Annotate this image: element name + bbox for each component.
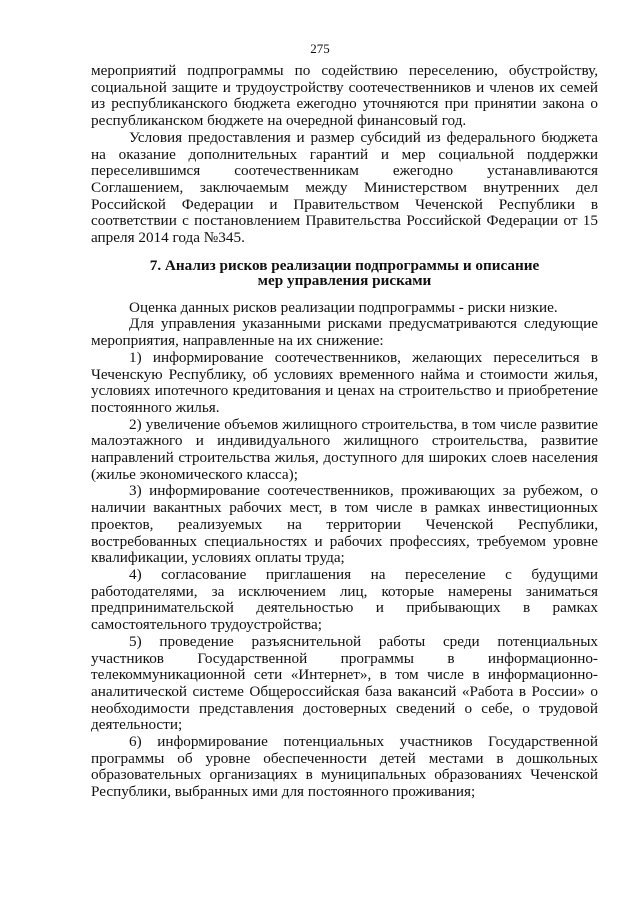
body-paragraph: мероприятий подпрограммы по содействию переселению, обустройству, социальной защите и трудоустройству соотечественников и членов их семей из республиканского бюджета ежегодно уточняются при принятии закона о республиканском бюджете на очередной финансовый год. [91, 62, 598, 130]
body-paragraph: 5) проведение разъяснительной работы среди потенциальных участников Государственной программы в информационно-телекоммуникационной сети «Интернет», в том числе в информационно-аналитической системе Общероссийская база вакансий «Работа в России» о необходимости представления достоверных сведений о себе, о трудовой деятельности; [91, 632, 598, 734]
body-paragraph: 3) информирование соотечественников, проживающих за рубежом, о наличии вакантных рабочих мест, в том числе в рамках инвестиционных проектов, реализуемых на территории Чеченской Республики, востребованных специальностях и рабочих профессиях, требуемом уровне квалификации, условиях оплаты труда; [91, 482, 598, 567]
body-paragraph: 6) информирование потенциальных участников Государственной программы об уровне обеспеченности детей местами в дошкольных образовательных организациях в муниципальных образованиях Чеченской Республики, выбранных ими для постоянного проживания; [91, 733, 598, 801]
section-heading-line-1: 7. Анализ рисков реализации подпрограммы и описание [149, 256, 540, 274]
section-heading-line-2: мер управления рисками [257, 272, 432, 290]
body-paragraph: 2) увеличение объемов жилищного строительства, в том числе развитие малоэтажного и индивидуального жилищного строительства, развитие направлений строительства жилья, доступного для широких слоев населения (жилье экономического класса); [91, 415, 598, 483]
page-number: 275 [310, 41, 330, 56]
body-paragraph: 1) информирование соотечественников, желающих переселиться в Чеченскую Республику, об условиях временного найма и стоимости жилья, условиях ипотечного кредитования и ценах на строительство и приобретение постоянного жилья. [91, 348, 598, 416]
paragraphs-before-heading [91, 63, 598, 247]
paragraphs-after-heading [91, 300, 598, 801]
section-heading [91, 258, 598, 289]
body-paragraph: Для управления указанными рисками предусматриваются следующие мероприятия, направленные на их снижение: [91, 315, 598, 350]
body-paragraph: Условия предоставления и размер субсидий из федерального бюджета на оказание дополнительных гарантий и мер социальной поддержки переселившимся соотечественникам ежегодно устанавливаются Соглашением, заключаемым между Министерством внутренних дел Российской Федерации и Правительством Чеченской Республики в соответствии с постановлением Правительства Российской Федерации от 15 апреля 2014 года №345. [91, 128, 598, 247]
body-paragraph: Оценка данных рисков реализации подпрограммы - риски низкие. [129, 298, 558, 316]
body-paragraph: 4) согласование приглашения на переселение с будущими работодателями, за исключением лиц, которые намерены заниматься предпринимательской деятельностью и прибывающих в рамках самостоятельного трудоустройства; [91, 565, 598, 634]
document-body [91, 63, 598, 801]
